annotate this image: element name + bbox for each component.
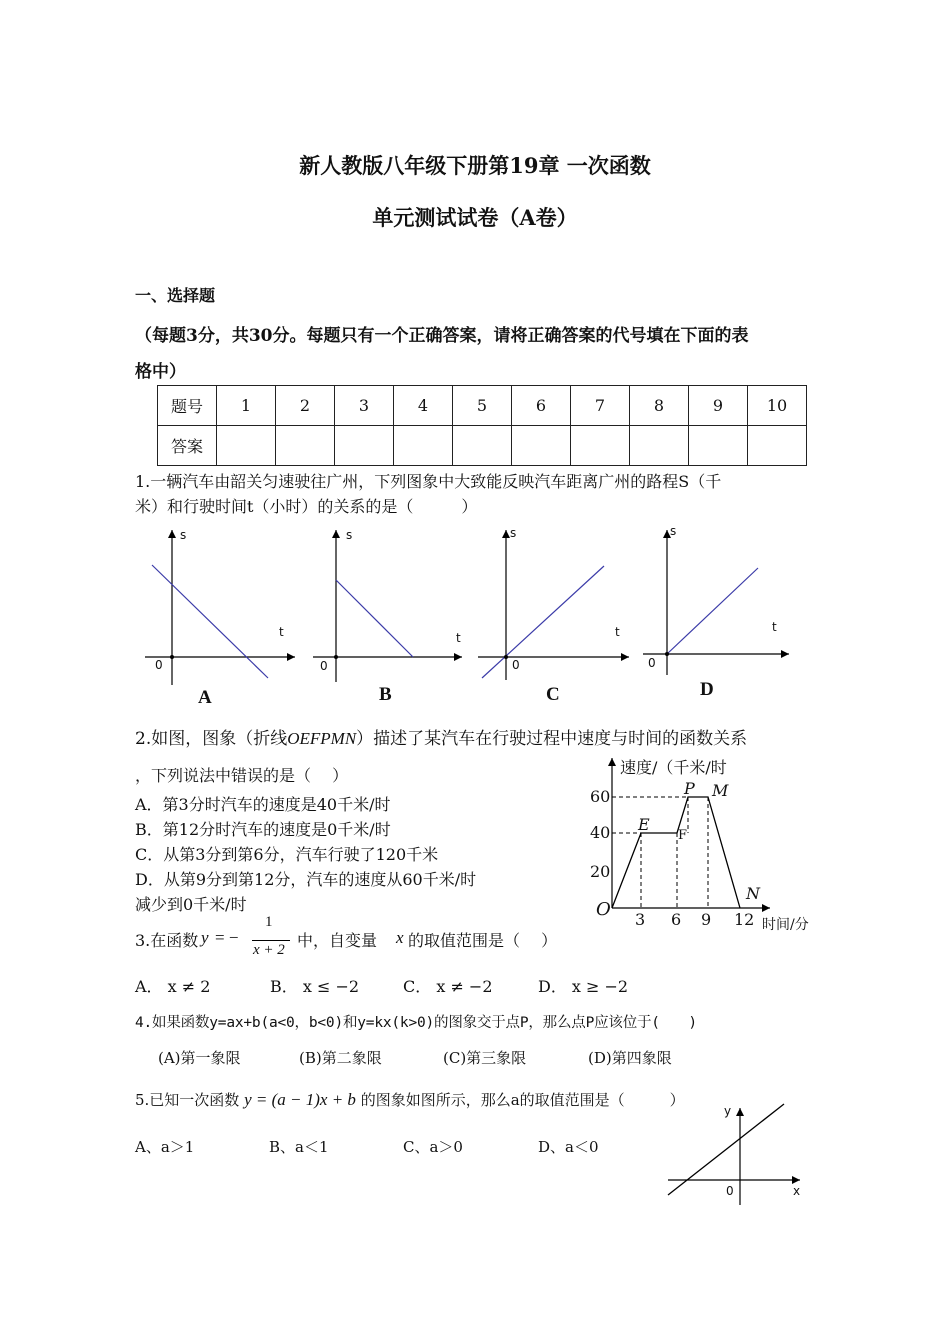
graph-line [667, 568, 758, 654]
q2-ytick-20: 20 [590, 862, 611, 881]
q3-func-y: y [201, 928, 209, 947]
answer-cell[interactable] [630, 426, 689, 466]
section-instruction-line2: 格中） [135, 362, 186, 382]
graph-d-origin-label: 0 [648, 656, 656, 670]
y-axis-arrow-icon [608, 758, 616, 766]
y-axis-arrow-icon [168, 530, 176, 538]
x-axis-arrow-icon [781, 650, 789, 658]
graph-b-t-label: t [456, 631, 461, 645]
table-cell: 4 [394, 386, 453, 426]
q2-text-line2: ，下列说法中错误的是（ ） [135, 766, 349, 785]
graph-d-s-label: s [670, 524, 677, 538]
section-heading: 一、选择题 [135, 286, 216, 305]
q5-option-d: D、a＜0 [538, 1138, 599, 1156]
q2-graph-xlabel: 时间/分 [762, 917, 809, 933]
q3-fraction-bar [252, 940, 290, 941]
q4-option-a: (A)第一象限 [158, 1049, 241, 1067]
q2-polyline-name: OEFPMN [287, 729, 357, 748]
graph-line [152, 565, 268, 678]
graph-a-origin-label: 0 [155, 658, 163, 672]
q4-option-b: (B)第二象限 [299, 1049, 382, 1067]
section-instruction-line1: （每题3分，共30分。每题只有一个正确答案，请将正确答案的代号填在下面的表 [135, 326, 749, 346]
q3-option-d: D． x ≥ −2 [538, 977, 629, 996]
x-axis-arrow-icon [762, 904, 770, 912]
x-axis-arrow-icon [621, 653, 629, 661]
y-axis-arrow-icon [502, 530, 510, 538]
q2-point-e: E [638, 815, 650, 834]
table-header-cell: 答案 [158, 426, 217, 466]
graph-line [336, 580, 413, 657]
origin-point [665, 652, 669, 656]
q1-graph-c [478, 530, 629, 680]
q3-suffix-a: 中，自变量 [297, 931, 378, 950]
answer-cell[interactable] [394, 426, 453, 466]
graph-d-option-label: D [700, 679, 714, 700]
q1-graph-a [145, 530, 295, 685]
x-axis-arrow-icon [792, 1176, 800, 1184]
x-axis-arrow-icon [454, 653, 462, 661]
q2-prefix: 2.如图，图象（折线 [135, 729, 288, 749]
q3-option-c: C． x ≠ −2 [403, 977, 493, 996]
x-axis-arrow-icon [287, 653, 295, 661]
graph-a-t-label: t [279, 625, 284, 639]
answer-cell[interactable] [748, 426, 807, 466]
table-cell: 10 [748, 386, 807, 426]
q4-option-d: (D)第四象限 [588, 1049, 672, 1067]
origin-point [170, 655, 174, 659]
y-axis-arrow-icon [332, 530, 340, 538]
origin-point [334, 655, 338, 659]
q3-suffix-b: 的取值范围是（ ） [408, 931, 558, 950]
q2-point-f: F [678, 828, 688, 843]
q2-option-c: C．从第3分到第6分，汽车行驶了120千米 [135, 845, 439, 864]
q2-option-d-cont: 减少到0千米/时 [135, 895, 247, 914]
q2-graph-ylabel: 速度/（千米/时 [620, 758, 727, 777]
table-cell: 1 [217, 386, 276, 426]
q5-func: y = (a − 1)x + b [244, 1090, 356, 1109]
graph-c-option-label: C [546, 684, 560, 705]
q5-prefix: 5.已知一次函数 [135, 1091, 240, 1109]
q1-text-line2: 米）和行驶时间t（小时）的关系的是（ ） [135, 497, 478, 516]
q2-origin-label: O [596, 899, 611, 920]
q2-point-n: N [746, 884, 760, 903]
q5-text [135, 1089, 685, 1110]
speed-polyline [612, 797, 740, 908]
page-subtitle: 单元测试试卷（A卷） [372, 205, 578, 230]
q3-var-x: x [396, 928, 404, 947]
table-row-answers [158, 426, 807, 466]
table-cell: 3 [335, 386, 394, 426]
q5-option-c: C、a＞0 [403, 1138, 463, 1156]
q3-func-num: 1 [265, 914, 273, 930]
q3-option-a: A． x ≠ 2 [135, 977, 211, 996]
graph-c-origin-label: 0 [512, 658, 520, 672]
page-title: 新人教版八年级下册第19章 一次函数 [299, 153, 651, 178]
q3-option-b: B． x ≤ −2 [270, 977, 360, 996]
answer-cell[interactable] [335, 426, 394, 466]
q2-option-a: A．第3分时汽车的速度是40千米/时 [135, 795, 391, 814]
table-cell: 9 [689, 386, 748, 426]
q1-graph-d [643, 530, 789, 675]
q2-option-d: D．从第9分到第12分，汽车的速度从60千米/时 [135, 870, 477, 889]
origin-point [504, 655, 508, 659]
answer-cell[interactable] [689, 426, 748, 466]
q2-xtick-9: 9 [701, 910, 712, 929]
q2-point-m: M [712, 781, 729, 800]
y-axis-arrow-icon [736, 1108, 744, 1116]
q1-graph-b [313, 530, 462, 682]
q5-suffix: 的图象如图所示，那么a的取值范围是（ ） [360, 1091, 685, 1109]
graph-a-s-label: s [180, 528, 187, 542]
graph-c-s-label: s [510, 526, 517, 540]
q5-option-a: A、a＞1 [135, 1138, 195, 1156]
q5-option-b: B、a＜1 [269, 1138, 329, 1156]
table-cell: 7 [571, 386, 630, 426]
q2-point-p: P [684, 779, 695, 798]
q2-suffix: ）描述了某汽车在行驶过程中速度与时间的函数关系 [356, 729, 748, 749]
table-cell: 2 [276, 386, 335, 426]
answer-cell[interactable] [217, 426, 276, 466]
graph-a-option-label: A [198, 687, 212, 708]
answer-cell[interactable] [512, 426, 571, 466]
q3-func-eq: = − [215, 928, 239, 947]
q2-option-b: B．第12分时汽车的速度是0千米/时 [135, 820, 391, 839]
table-row-numbers [158, 386, 807, 426]
graph-line [482, 566, 604, 678]
answer-cell[interactable] [453, 426, 512, 466]
graph-b-s-label: s [346, 528, 353, 542]
answer-table [157, 385, 807, 466]
table-cell: 8 [630, 386, 689, 426]
q3-func-den: x + 2 [253, 942, 285, 958]
table-header-cell: 题号 [158, 386, 217, 426]
graph-c-t-label: t [615, 625, 620, 639]
answer-cell[interactable] [571, 426, 630, 466]
q3-prefix: 3.在函数 [135, 931, 199, 950]
graph-b-option-label: B [379, 684, 392, 705]
table-cell: 5 [453, 386, 512, 426]
q5-x-label: x [793, 1184, 801, 1198]
q5-origin-label: 0 [726, 1184, 734, 1198]
q2-xtick-12: 12 [734, 910, 755, 929]
q5-graph [660, 1100, 810, 1210]
q4-text: 4.如果函数y=ax+b(a<0，b<0)和y=kx(k>0)的图象交于点P，那么点P应该位于( ) [135, 1015, 697, 1031]
table-cell: 6 [512, 386, 571, 426]
q2-text-line1 [135, 724, 747, 749]
q2-xtick-3: 3 [635, 910, 646, 929]
q2-ytick-40: 40 [590, 823, 611, 842]
q2-ytick-60: 60 [590, 787, 611, 806]
q1-text-line1: 1.一辆汽车由韶关匀速驶往广州，下列图象中大致能反映汽车距离广州的路程S（千 [135, 472, 722, 491]
q2-xtick-6: 6 [671, 910, 682, 929]
q5-y-label: y [724, 1104, 732, 1118]
answer-cell[interactable] [276, 426, 335, 466]
graph-d-t-label: t [772, 620, 777, 634]
graph-b-origin-label: 0 [320, 659, 328, 673]
q4-option-c: (C)第三象限 [443, 1049, 527, 1067]
